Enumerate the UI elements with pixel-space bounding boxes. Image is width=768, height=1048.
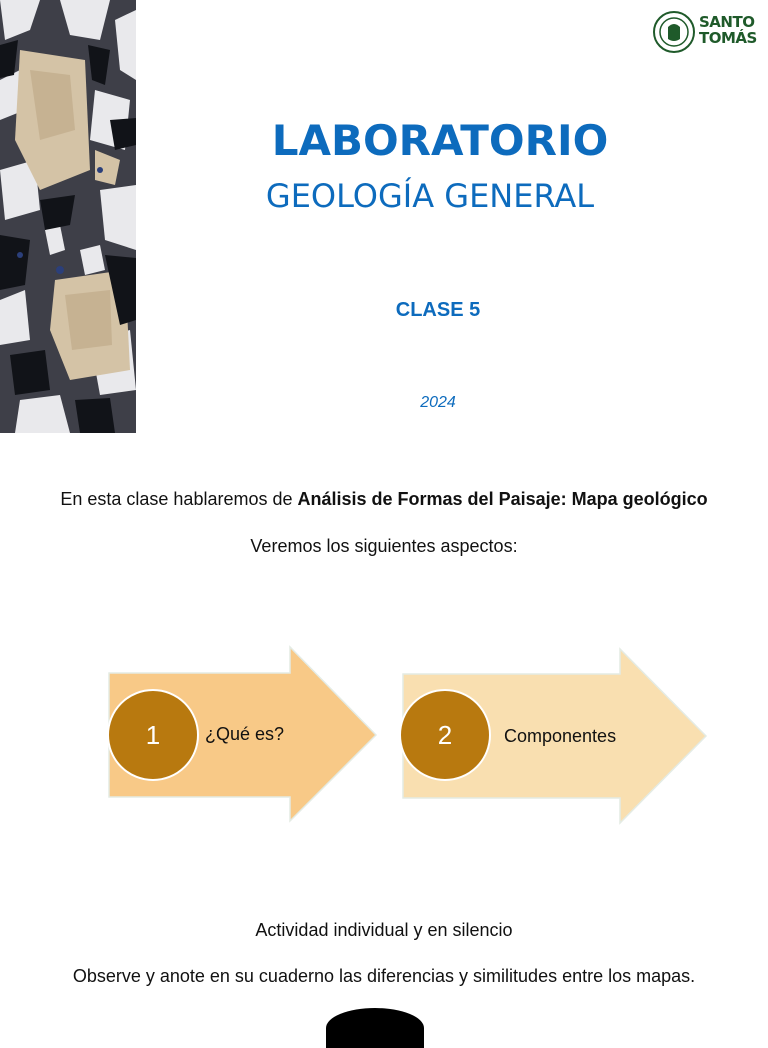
year-label: 2024 xyxy=(420,394,456,411)
bottom-dark-shape xyxy=(326,1008,424,1048)
logo-line-1: SANTO xyxy=(699,13,755,31)
intro-prefix: En esta clase hablaremos de xyxy=(60,489,298,509)
step-1-label: ¿Qué es? xyxy=(205,724,285,744)
aspects-diagram xyxy=(0,640,768,830)
logo-wordmark xyxy=(699,14,757,46)
step-2-number: 2 xyxy=(437,720,453,750)
subject-title: GEOLOGÍA GENERAL xyxy=(265,177,595,215)
page-title: LABORATORIO xyxy=(271,116,609,165)
class-label: CLASE 5 xyxy=(395,299,481,321)
logo-line-2: TOMÁS xyxy=(699,29,757,47)
activity-instruction: Observe y anote en su cuaderno las diferencias y similitudes entre los mapas. xyxy=(72,966,696,986)
step-1-number: 1 xyxy=(145,720,161,750)
intro-topic: Análisis de Formas del Paisaje: Mapa geológico xyxy=(297,489,708,509)
aspects-lead: Veremos los siguientes aspectos: xyxy=(250,536,518,556)
university-seal-icon xyxy=(653,11,695,53)
activity-mode: Actividad individual y en silencio xyxy=(255,920,513,940)
step-2-label: Componentes xyxy=(504,726,617,746)
granite-rock-image xyxy=(0,0,136,433)
santo-tomas-logo xyxy=(653,11,757,53)
intro-sentence xyxy=(0,488,768,510)
